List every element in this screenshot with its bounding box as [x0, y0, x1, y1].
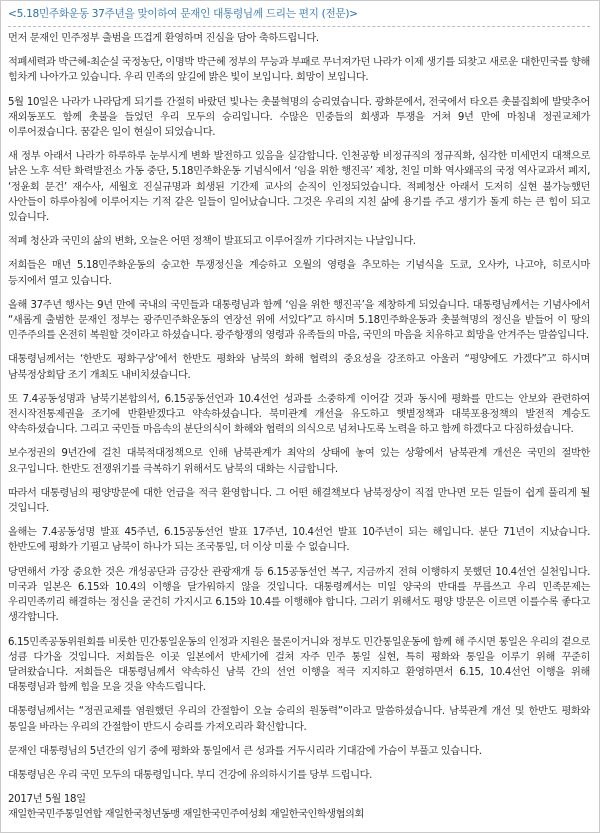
- paragraph: 대통령님께서는 ‘한반도 평화구상’에서 한반도 평화와 남북의 화해 협력의 중요성을 강조하고 아울러 “평양에도 가겠다”고 하시며 남북정상회담 조기 개최도 내비치셨습니다.: [8, 354, 590, 381]
- paragraph: 올해는 7.4공동성명 발표 45주년, 6.15공동선언 발표 17주년, 10.4선언 발표 10주년이 되는 해입니다. 분단 71년이 지났습니다. 한반도에 평화가 기필고 남북이 하나가 되는 조국통일, 더 이상 미룰 수 없습니다.: [8, 527, 590, 554]
- letter-title: <5.18민주화운동 37주년을 맞이하여 문재인 대통령님께 드리는 편지 (전문)>: [8, 8, 358, 20]
- paragraph: 따라서 대통령님의 평양방문에 대한 언급을 적극 환영합니다. 그 어떤 해결책보다 남북정상이 직접 만나면 모든 일들이 쉽게 풀리게 될 것입니다.: [8, 487, 590, 515]
- paragraph: 6.15민족공동위원회를 비롯한 민간통일운동의 인정과 지원은 물론이거니와 정부도 민간통일운동에 함께 해 주시면 통일은 우리의 곁으로 성큼 다가올 것입니다. 저희들은 이곳 일본에서 반세기에 걸쳐 자주 민주 통일 실현, 특히 평화와 통일을 이루기 위해 꾸준히 달려왔습니다. 저희들은 대통령님께서 약속하신 남북 간의 선언 이행을 적극 지지하고 환영하면서 6.15, 10.4선언 이행을 위해 대통령님과 함께 힘을 모을 것을 약속드립니다.: [8, 636, 590, 694]
- paragraph: 적폐 청산과 국민의 삶의 변화, 오늘은 어떤 정책이 발표되고 이루어질까 기다려지는 나날입니다.: [8, 236, 416, 248]
- paragraph: 대통령님은 우리 국민 모두의 대통령입니다. 부디 건강에 유의하시기를 당부 드립니다.: [8, 769, 372, 781]
- paragraph: 올해 37주년 행사는 9년 만에 국내의 국민들과 대통령님과 함께 ‘임을 위한 행진곡’을 제창하게 되었습니다. 대통령님께서는 기념사에서 “새롭게 출범한 문재인 정부는 광주민주화운동의 연장선 위에 서있다”고 하시며 5.18민주화운동과 촛불혁명의 정신을 받들어 이 땅의 민주주의를 온전히 복원할 것이라고 하셨습니다. 광주항쟁의 영령과 유족들의 마음, 국민의 마음을 치유하고 희망을 안겨주는 말씀입니다.: [8, 299, 590, 342]
- paragraph: 새 정부 아래서 나라가 하루하루 눈부시게 변화 발전하고 있음을 실감합니다. 인천공항 비정규직의 정규직화, 심각한 미세먼지 대책으로 낡은 노후 석탄 화력발전소 가동 중단, 5.18민주화운동 기념식에서 ‘임을 위한 행진곡’ 제창, 친일 미화 역사왜곡의 국정 역사교과서 폐지, ‘정윤회 문건’ 재수사, 세월호 진실규명과 희생된 기간제 교사의 순직이 인정되었습니다. 적폐청산 아래서 도저히 실현 불가능했던 사안들이 하루아침에 이루어지는 기적 같은 일들이 일어났습니다. 그것은 우리의 지친 삶에 용기를 주고 생기가 돌게 하는 큰 힘이 되고 있습니다.: [8, 151, 590, 224]
- paragraph: 저희들은 매년 5.18민주화운동의 숭고한 투쟁정신을 계승하고 오월의 영령을 추모하는 기념식을 도쿄, 오사카, 나고야, 히로시마 등지에서 열고 있습니다.: [8, 260, 590, 287]
- letter-date: 2017년 5월 18일: [8, 794, 86, 806]
- paragraph: 당면해서 가장 중요한 것은 개성공단과 금강산 관광재개 등 6.15공동선언 복구, 지금까지 전혀 이행하지 못했던 10.4선언 실천입니다. 미국과 일본은 6.15와 10.4의 이행을 달가워하지 않을 것입니다. 대통령께서는 미일 양국의 반대를 무릅쓰고 우리 민족문제는 우리민족끼리 해결하는 정신을 굳건히 가지시고 6.15와 10.4를 이행해야 합니다. 그러기 위해서도 평양 방문은 이르면 이를수록 좋다고 생각합니다.: [8, 566, 590, 624]
- letter-body: [8, 31, 590, 783]
- paragraph: 적폐세력과 박근혜-최순실 국정농단, 이명박 박근혜 정부의 무능과 부패로 무너져가던 나라가 이제 생기를 되찾고 새로운 대한민국를 향해 힘차게 나아가고 있습니다. 우리 민족의 앞길에 밝은 빛이 보입니다. 희망이 보입니다.: [8, 57, 590, 84]
- paragraph: 대통령님께서는 “정권교체를 염원했던 우리의 간절함이 오늘 승리의 원동력”이라고 말씀하셨습니다. 남북관계 개선 및 한반도 평화와 통일을 바라는 우리의 간절함이 반드시 승리를 가져오리라 확신합니다.: [8, 706, 590, 733]
- letter-signers: 재일한국민주통일연합 재일한국청년동맹 재일한국민주여성회 재일한국인학생협의회: [8, 809, 364, 821]
- letter-content: [8, 7, 590, 823]
- paragraph: 먼저 문재인 민주정부 출범을 뜨겁게 환영하며 진심을 담아 축하드립니다.: [8, 33, 319, 44]
- paragraph: 또 7.4공동성명과 남북기본합의서, 6.15공동선언과 10.4선언 성과를 소중하게 이어갈 것과 동시에 평화를 만드는 안보와 관련하여 전시작전통제권을 조기에 반환받겠다고 약속하셨습니다. 북미관계 개선을 유도하고 햇볕정책과 대북포용정책의 발전적 계승도 약속하셨습니다. 그리고 국민들 마음속의 분단의식이 화해와 협력의 의식으로 넘쳐나도록 노력을 하고 함께 하겠다고 다짐하셨습니다.: [8, 393, 590, 436]
- paragraph: 5월 10일은 나라가 나라답게 되기를 간절히 바랐던 빛나는 촛불혁명의 승리였습니다. 광화문에서, 전국에서 타오른 촛불집회에 발맞추어 재외동포도 함께 촛불을 들었던 우리 모두의 승리입니다. 수많은 민중들의 희생과 투쟁을 거쳐 9년 만에 마침내 정권교체가 이루어졌습니다. 꿈같은 일이 현실이 되었습니다.: [8, 96, 590, 139]
- title-divider: [8, 26, 590, 27]
- paragraph: 문재인 대통령님의 5년간의 임기 중에 평화와 통일에서 큰 성과를 거두시리라 기대감에 가슴이 부풀고 있습니다.: [8, 745, 482, 757]
- paragraph: 보수정권의 9년간에 걸친 대북적대정책으로 인해 남북관계가 최악의 상태에 놓여 있는 상황에서 남북관계 개선은 국민의 절박한 요구입니다. 한반도 전쟁위기를 극복하기 위해서도 남북의 대화는 시급합니다.: [8, 448, 590, 475]
